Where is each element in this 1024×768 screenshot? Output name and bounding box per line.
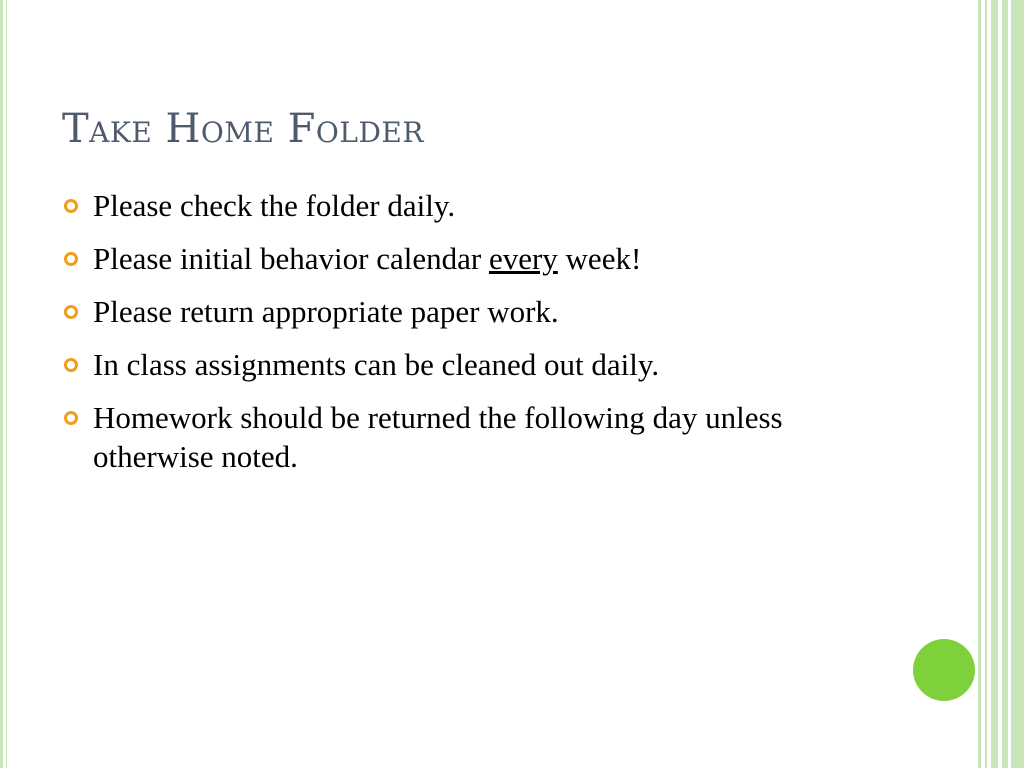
bullet-item [62, 186, 892, 225]
bullet-emphasis: every [488, 241, 558, 276]
bullet-item [62, 398, 892, 476]
right-frame-band [1002, 0, 1024, 768]
left-frame-line-inner [6, 0, 7, 768]
bullet-item [62, 345, 892, 384]
orange-ring-bullet-icon [64, 199, 78, 213]
bullet-text-before: Please initial behavior calendar [93, 241, 489, 276]
bullet-text: Homework should be returned the following day unless otherwise noted. [93, 400, 783, 474]
orange-ring-bullet-icon [64, 305, 78, 319]
slide-title: Take Home Folder [62, 106, 424, 152]
right-frame-line-3 [991, 0, 998, 768]
left-frame-line [0, 0, 3, 768]
right-frame-gap [1008, 0, 1011, 768]
orange-ring-bullet-icon [64, 252, 78, 266]
right-frame-line-2 [985, 0, 987, 768]
green-circle-decoration [913, 639, 975, 701]
bullet-item [62, 292, 892, 331]
bullet-list [62, 186, 892, 490]
bullet-text: Please check the folder daily. [93, 188, 456, 223]
bullet-text-after: week! [557, 241, 642, 276]
bullet-text: Please return appropriate paper work. [93, 294, 559, 329]
bullet-item [62, 239, 892, 278]
bullet-text: In class assignments can be cleaned out daily. [93, 347, 660, 382]
orange-ring-bullet-icon [64, 411, 78, 425]
right-frame-line-1 [978, 0, 981, 768]
orange-ring-bullet-icon [64, 358, 78, 372]
